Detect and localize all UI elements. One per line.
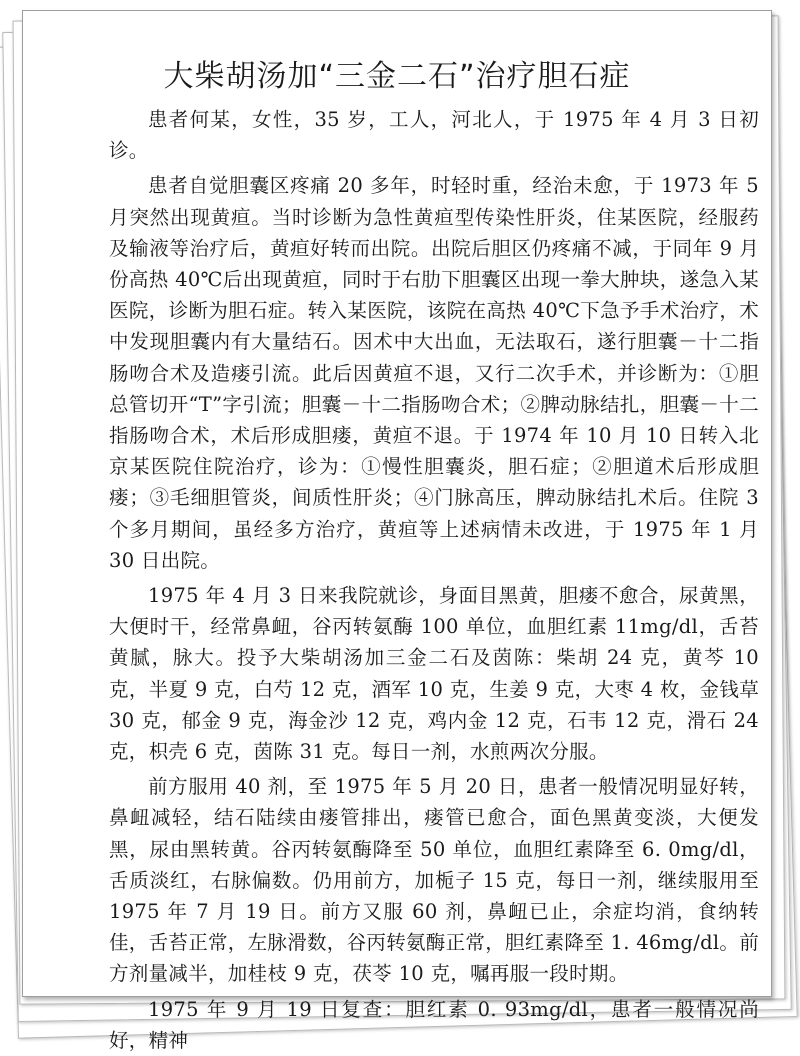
paragraph-intro: 患者何某，女性，35 岁，工人，河北人，于 1975 年 4 月 3 日初诊。 (109, 108, 759, 163)
paragraph-recheck: 1975 年 9 月 19 日复查：胆红素 0. 93mg/dl，患者一般情况尚好，精神 (109, 997, 759, 1052)
paragraph-history: 患者自觉胆囊区疼痛 20 多年，时轻时重，经治未愈，于 1973 年 5 月突然出现黄疸。当时诊断为急性黄疸型传染性肝炎，住某医院，经服药及输液等治疗后，黄疸好转而出院。出院后胆区仍疼痛不减，于同年 9 月份高热 40℃后出现黄疸，同时于右肋下胆囊区出现一拳大肿块，遂急入某医院，诊断为胆石症。转入某医院，该院在高热 40℃下急予手术治疗，术中发现胆囊内有大量结石。因术中大出血，无法取石，遂行胆囊－十二指肠吻合术及造瘘引流。此后因黄疸不退，又行二次手术，并诊断为：①胆总管切开“T”字引流；胆囊－十二指肠吻合术；②脾动脉结扎，胆囊－十二指肠吻合术，术后形成胆瘘，黄疸不退。于 1974 年 10 月 10 日转入北京某医院住院治疗，诊为：①慢性胆囊炎，胆石症；②胆道术后形成胆瘘；③毛细胆管炎，间质性肝炎；④门脉高压，脾动脉结扎术后。住院 3 个多月期间，虽经多方治疗，黄疸等上述病情未改进，于 1975 年 1 月 30 日出院。 (109, 174, 759, 572)
page-title: 大柴胡汤加“三金二石”治疗胆石症 (163, 59, 631, 94)
document-page (22, 10, 772, 1052)
paragraph-follow-up: 前方服用 40 剂，至 1975 年 5 月 20 日，患者一般情况明显好转，鼻衄减轻，结石陆续由瘘管排出，瘘管已愈合，面色黑黄变淡，大便发黑，尿由黑转黄。谷丙转氨酶降至 50 单位，血胆红素降至 6. 0mg/dl，舌质淡红，右脉偏数。仍用前方，加栀子 15 克，每日一剂，继续服用至 1975 年 7 月 19 日。前方又服 60 剂，鼻衄已止，余症均消，食纳转佳，舌苔正常，左脉滑数，谷丙转氨酶正常，胆红素降至 1. 46mg/dl。前方剂量减半，加桂枝 9 克，茯苓 10 克，嘱再服一段时期。 (109, 775, 759, 986)
document-body (109, 104, 759, 1056)
paragraph-first-visit: 1975 年 4 月 3 日来我院就诊，身面目黑黄，胆瘘不愈合，尿黄黑，大便时干，经常鼻衄，谷丙转氨酶 100 单位，血胆红素 11mg/dl，舌苔黄腻，脉大。投予大柴胡汤加三金二石及茵陈：柴胡 24 克，黄芩 10 克，半夏 9 克，白芍 12 克，酒军 10 克，生姜 9 克，大枣 4 枚，金钱草 30 克，郁金 9 克，海金沙 12 克，鸡内金 12 克，石韦 12 克，滑石 24 克，枳壳 6 克，茵陈 31 克。每日一剂，水煎两次分服。 (109, 584, 759, 764)
